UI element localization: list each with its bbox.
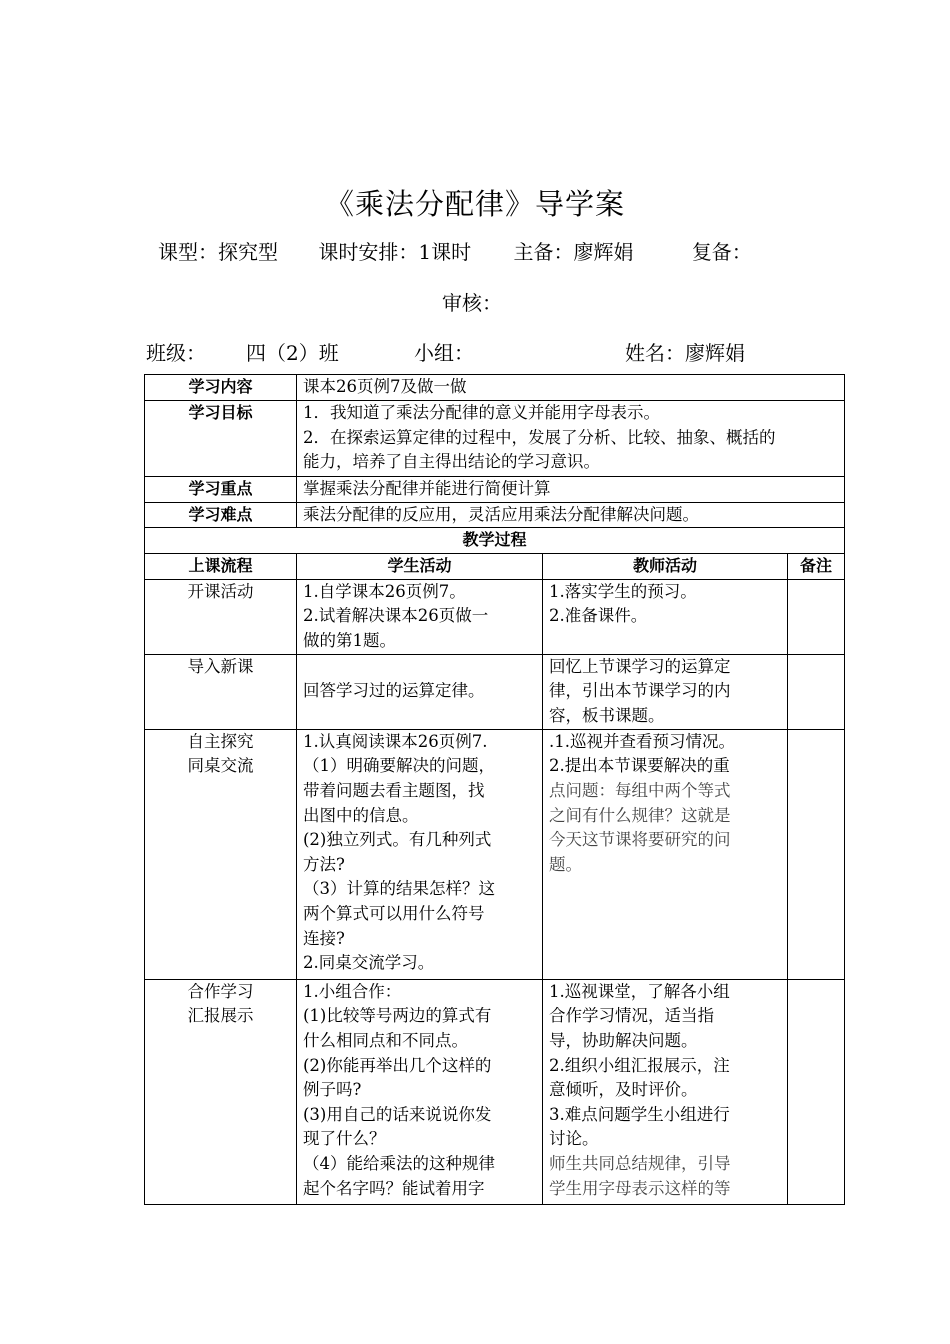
info-row-focus [145, 477, 845, 503]
column-header-teacher: 教师活动 [543, 554, 788, 580]
notes-cell [788, 654, 845, 729]
document-title: 《乘法分配律》导学案 [324, 187, 625, 221]
info-value: 乘法分配律的反应用，灵活应用乘法分配律解决问题。 [297, 502, 845, 528]
teacher-cell: 1.巡视课堂，了解各小组 合作学习情况，适当指 导，协助解决问题。 2.组织小组汇报展示，注 意倾听，及时评价。 3.难点问题学生小组进行 讨论。 师生共同总结规律，引导 学生用字母表示这样的等 [543, 979, 788, 1204]
info-value: 掌握乘法分配律并能进行简便计算 [297, 477, 845, 503]
column-header-row [145, 554, 845, 580]
teacher-cell: 回忆上节课学习的运算定 律，引出本节课学习的内 容，板书课题。 [543, 654, 788, 729]
info-row-content [145, 375, 845, 401]
notes-cell [788, 979, 845, 1204]
info-row-difficulty [145, 502, 845, 528]
student-cell: 1.认真阅读课本26页例7. （1）明确要解决的问题， 带着问题去看主题图，找 出图中的信息。 (2)独立列式。有几种列式 方法? （3）计算的结果怎样？这 两个算式可以用什么符号 连接? 2.同桌交流学习。 [297, 729, 543, 979]
student-cell: 回答学习过的运算定律。 [297, 654, 543, 729]
column-header-student: 学生活动 [297, 554, 543, 580]
lesson-schedule: 课时安排：1课时 [318, 240, 472, 264]
class-label: 班级： [146, 341, 206, 365]
stage-cell: 自主探究 同桌交流 [145, 729, 297, 979]
class-value: 四（2）班 [246, 341, 339, 365]
lesson-meta [158, 236, 752, 265]
name-field: 姓名：廖辉娟 [625, 341, 745, 365]
teacher-cell: 1.落实学生的预习。 2.准备课件。 [543, 579, 788, 654]
notes-cell [788, 579, 845, 654]
process-title-row [145, 528, 845, 554]
info-value: 1．我知道了乘法分配律的意义并能用字母表示。 2．在探索运算定律的过程中，发展了分析、比较、抽象、概括的 能力，培养了自主得出结论的学习意识。 [297, 401, 845, 477]
info-label: 学习内容 [145, 375, 297, 401]
student-cell: 1.小组合作： (1)比较等号两边的算式有 什么相同点和不同点。 (2)你能再举出几个这样的 例子吗? (3)用自己的话来说说你发 现了什么？ （4）能给乘法的这种规律 起个名字吗？能试着用字 [297, 979, 543, 1204]
lesson-co-preparer: 复备： [691, 240, 752, 264]
column-header-stage: 上课流程 [145, 554, 297, 580]
info-label: 学习重点 [145, 477, 297, 503]
process-title: 教学过程 [145, 528, 845, 554]
lesson-preparer: 主备：廖辉娟 [513, 240, 634, 264]
student-cell: 1.自学课本26页例7。 2.试着解决课本26页做一 做的第1题。 [297, 579, 543, 654]
group-label: 小组： [414, 341, 474, 365]
info-label: 学习难点 [145, 502, 297, 528]
info-label: 学习目标 [145, 401, 297, 477]
stage-cell: 导入新课 [145, 654, 297, 729]
table-row [145, 654, 845, 729]
table-row [145, 729, 845, 979]
info-value: 课本26页例7及做一做 [297, 375, 845, 401]
table-row [145, 579, 845, 654]
info-row-goals [145, 401, 845, 477]
teacher-cell: .1.巡视并查看预习情况。 2.提出本节课要解决的重 点问题：每组中两个等式 之间有什么规律？这就是 今天这节课将要研究的问 题。 [543, 729, 788, 979]
table-row [145, 979, 845, 1204]
column-header-notes: 备注 [788, 554, 845, 580]
notes-cell [788, 729, 845, 979]
lesson-plan-table [144, 374, 845, 1205]
stage-cell: 合作学习 汇报展示 [145, 979, 297, 1204]
lesson-type: 课型：探究型 [158, 240, 278, 264]
stage-cell: 开课活动 [145, 579, 297, 654]
review-field: 审核： [442, 291, 502, 315]
